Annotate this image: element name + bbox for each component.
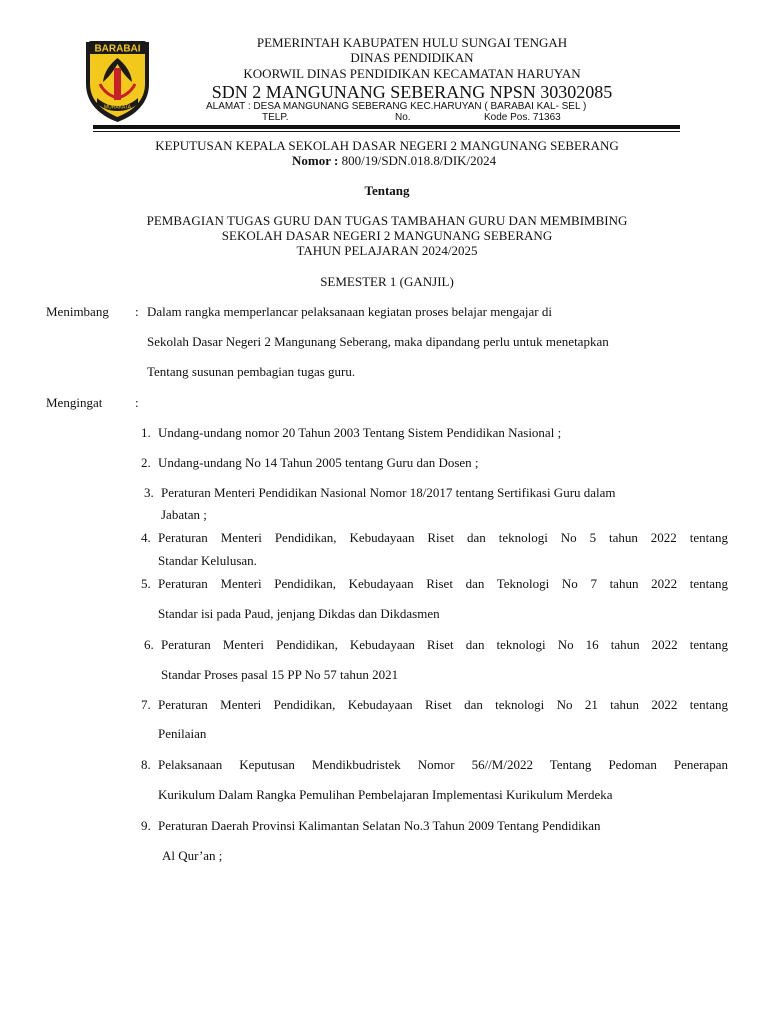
list-item-number: 5. — [141, 576, 151, 591]
decree-number — [292, 153, 496, 169]
list-item-text: Undang-undang No 14 Tahun 2005 tentang Guru dan Dosen ; — [158, 455, 479, 470]
list-item-text-cont: Standar isi pada Paud, jenjang Dikdas dan Dikdasmen — [158, 606, 440, 621]
list-item-text: Peraturan Menteri Pendidikan Nasional Nomor 18/2017 tentang Sertifikasi Guru dalam — [161, 485, 616, 500]
list-item-text: Peraturan Menteri Pendidikan, Kebudayaan Riset dan teknologi No 16 tahun 2022 tentang — [161, 637, 728, 652]
list-item-text: Peraturan Menteri Pendidikan, Kebudayaan Riset dan Teknologi No 7 tahun 2022 tentang — [158, 576, 728, 591]
header-divider-thick — [93, 125, 680, 129]
header-telp: TELP. — [262, 112, 289, 123]
decree-subject-line2: SEKOLAH DASAR NEGERI 2 MANGUNANG SEBERANG — [221, 228, 553, 243]
header-address: ALAMAT : DESA MANGUNANG SEBERANG KEC.HARUYAN ( BARABAI KAL- SEL ) — [206, 101, 587, 112]
list-item-text-cont: Kurikulum Dalam Rangka Pemulihan Pembelajaran Implementasi Kurikulum Merdeka — [158, 787, 613, 802]
list-item-number: 6. — [144, 637, 154, 652]
decree-semester: SEMESTER 1 (GANJIL) — [320, 274, 454, 289]
list-item-text-cont: Standar Kelulusan. — [158, 553, 257, 568]
header-school-name: SDN 2 MANGUNANG SEBERANG NPSN 30302085 — [211, 82, 613, 102]
header-koorwil: KOORWIL DINAS PENDIDIKAN KECAMATAN HARUYAN — [243, 66, 581, 81]
list-item-number: 1. — [141, 425, 151, 440]
list-item-text-cont: Standar Proses pasal 15 PP No 57 tahun 2021 — [161, 667, 399, 682]
decree-title: KEPUTUSAN KEPALA SEKOLAH DASAR NEGERI 2 MANGUNANG SEBERANG — [155, 138, 619, 153]
header-agency: DINAS PENDIDIKAN — [350, 50, 474, 65]
menimbang-colon: : — [135, 304, 139, 319]
header-no: No. — [395, 112, 411, 123]
list-item-number: 3. — [144, 485, 154, 500]
menimbang-line3: Tentang susunan pembagian tugas guru. — [147, 364, 356, 379]
mengingat-colon: : — [135, 395, 139, 410]
menimbang-label: Menimbang — [46, 304, 109, 319]
mengingat-label: Mengingat — [46, 395, 103, 410]
logo-text-bottom: MURAKATA — [103, 104, 132, 111]
header-government: PEMERINTAH KABUPATEN HULU SUNGAI TENGAH — [256, 35, 568, 50]
list-item-number: 9. — [141, 818, 151, 833]
decree-subject-line3: TAHUN PELAJARAN 2024/2025 — [296, 243, 478, 258]
list-item-text-cont: Jabatan ; — [161, 507, 207, 522]
header-divider-thin — [93, 131, 680, 132]
list-item-text-cont: Penilaian — [158, 726, 207, 741]
list-item-number: 8. — [141, 757, 151, 772]
decree-number-value: 800/19/SDN.018.8/DIK/2024 — [341, 153, 497, 168]
list-item-text: Peraturan Menteri Pendidikan, Kebudayaan Riset dan teknologi No 21 tahun 2022 tentang — [158, 697, 728, 712]
logo-text-top: BARABAI — [94, 43, 141, 55]
list-item-text: Peraturan Menteri Pendidikan, Kebudayaan Riset dan teknologi No 5 tahun 2022 tentang — [158, 530, 728, 545]
menimbang-line1: Dalam rangka memperlancar pelaksanaan kegiatan proses belajar mengajar di — [147, 304, 552, 319]
header-kodepos: Kode Pos. 71363 — [484, 112, 561, 123]
list-item-number: 4. — [141, 530, 151, 545]
menimbang-line2: Sekolah Dasar Negeri 2 Mangunang Seberang, maka dipandang perlu untuk menetapkan — [147, 334, 609, 349]
list-item-number: 7. — [141, 697, 151, 712]
decree-number-label: Nomor : — [292, 153, 339, 168]
list-item-text: Undang-undang nomor 20 Tahun 2003 Tentang Sistem Pendidikan Nasional ; — [158, 425, 562, 440]
list-item-text-cont: Al Qur’an ; — [162, 848, 223, 863]
decree-subject-line1: PEMBAGIAN TUGAS GURU DAN TUGAS TAMBAHAN GURU DAN MEMBIMBING — [146, 213, 628, 228]
school-logo — [80, 38, 155, 124]
decree-tentang: Tentang — [364, 183, 410, 198]
list-item-text: Peraturan Daerah Provinsi Kalimantan Selatan No.3 Tahun 2009 Tentang Pendidikan — [158, 818, 601, 833]
list-item-number: 2. — [141, 455, 151, 470]
list-item-text: Pelaksanaan Keputusan Mendikbudristek Nomor 56//M/2022 Tentang Pedoman Penerapan — [158, 757, 728, 772]
